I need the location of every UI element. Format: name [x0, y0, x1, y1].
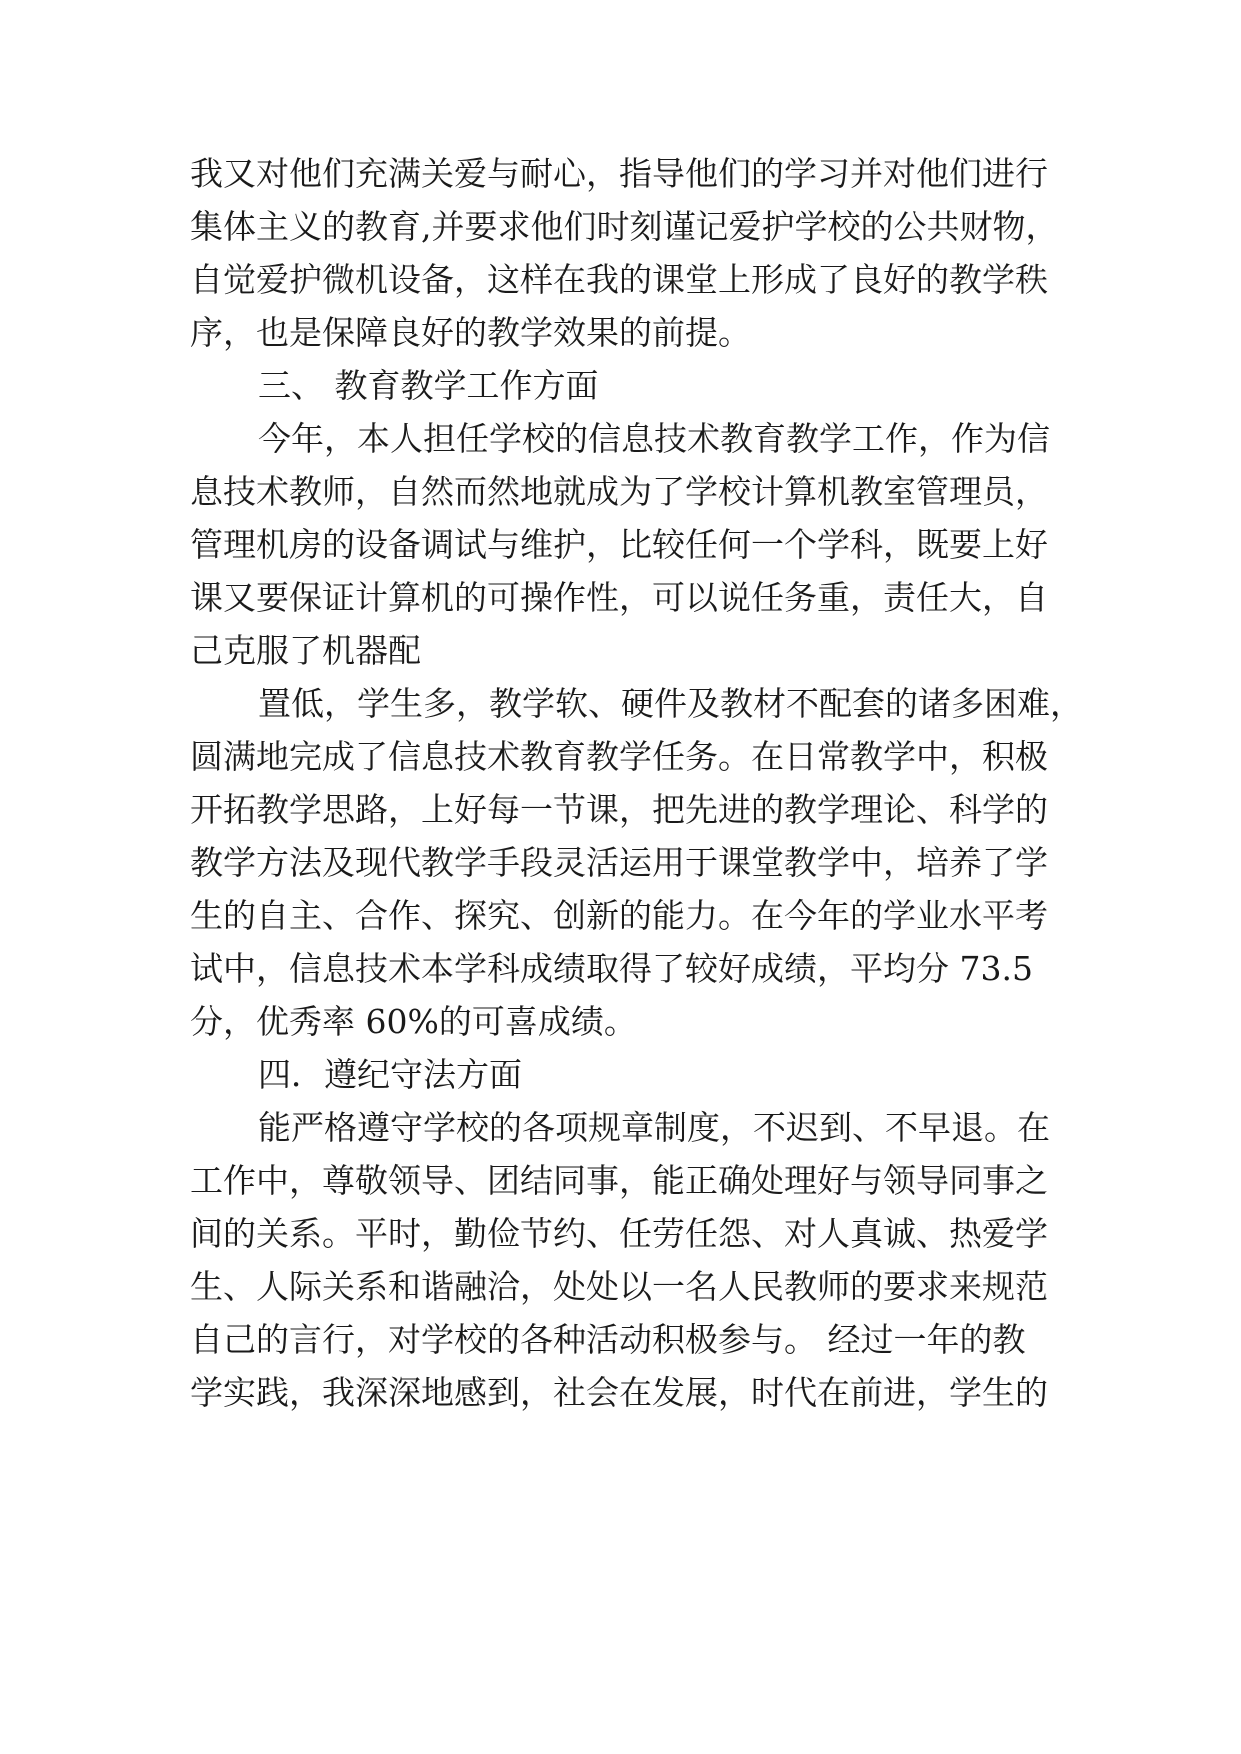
section-heading: 四．遵纪守法方面	[258, 1055, 522, 1094]
text-line: 我又对他们充满关爱与耐心，指导他们的学习并对他们进行	[190, 154, 1048, 193]
paragraph-start: 能严格遵守学校的各项规章制度，不迟到、不早退。在	[258, 1108, 1050, 1147]
paragraph-start: 今年，本人担任学校的信息技术教育教学工作，作为信	[258, 419, 1050, 458]
text-line: 试中，信息技术本学科成绩取得了较好成绩，平均分 73.5	[190, 949, 1033, 988]
paragraph-start: 置低，学生多，教学软、硬件及教材不配套的诸多困难，	[258, 684, 1083, 723]
text-line: 自己的言行，对学校的各种活动积极参与。 经过一年的教	[190, 1320, 1026, 1359]
text-line: 生、人际关系和谐融洽，处处以一名人民教师的要求来规范	[190, 1267, 1048, 1306]
text-line: 圆满地完成了信息技术教育教学任务。在日常教学中，积极	[190, 737, 1048, 776]
text-line: 息技术教师，自然而然地就成为了学校计算机教室管理员，	[190, 472, 1048, 511]
text-line: 间的关系。平时，勤俭节约、任劳任怨、对人真诚、热爱学	[190, 1214, 1048, 1253]
text-line: 教学方法及现代教学手段灵活运用于课堂教学中，培养了学	[190, 843, 1048, 882]
text-line: 工作中，尊敬领导、团结同事，能正确处理好与领导同事之	[190, 1161, 1048, 1200]
text-line: 自觉爱护微机设备，这样在我的课堂上形成了良好的教学秩	[190, 260, 1048, 299]
text-line: 生的自主、合作、探究、创新的能力。在今年的学业水平考	[190, 896, 1048, 935]
section-heading: 三、 教育教学工作方面	[258, 366, 599, 405]
text-line: 己克服了机器配	[190, 631, 421, 670]
text-line: 学实践，我深深地感到，社会在发展，时代在前进，学生的	[190, 1373, 1048, 1412]
text-line: 序，也是保障良好的教学效果的前提。	[190, 313, 751, 352]
text-line: 管理机房的设备调试与维护，比较任何一个学科，既要上好	[190, 525, 1048, 564]
text-line: 分，优秀率 60%的可喜成绩。	[190, 1002, 637, 1041]
text-line: 课又要保证计算机的可操作性，可以说任务重，责任大，自	[190, 578, 1048, 617]
text-line: 开拓教学思路，上好每一节课，把先进的教学理论、科学的	[190, 790, 1048, 829]
text-line: 集体主义的教育,并要求他们时刻谨记爱护学校的公共财物，	[190, 207, 1059, 246]
